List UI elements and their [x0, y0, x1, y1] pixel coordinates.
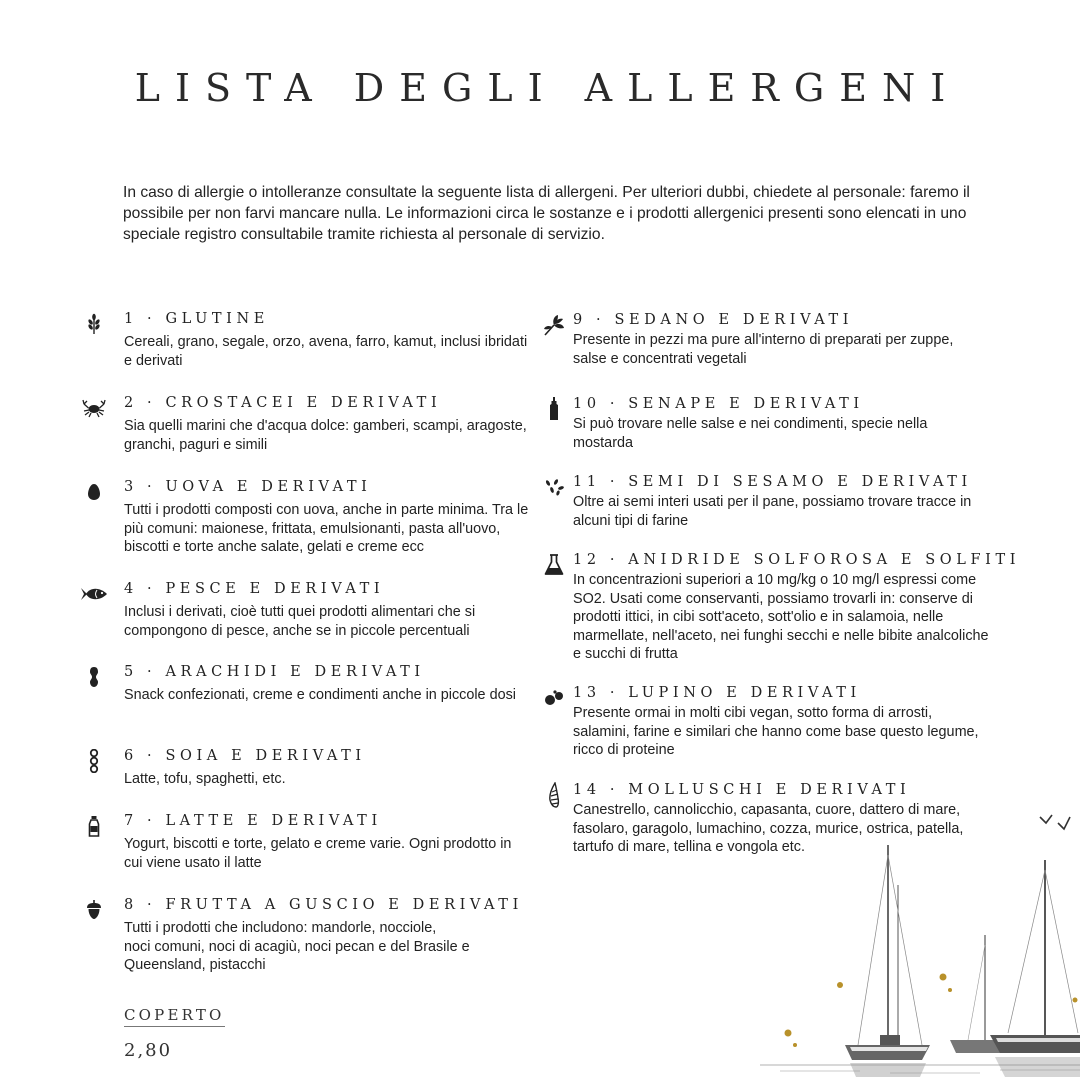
- allergen-item: [540, 684, 990, 760]
- allergen-heading: 11 · SEMI DI SESAMO E DERIVATI: [573, 474, 972, 490]
- allergen-description: Inclusi i derivati, cioè tutti quei prodotti alimentari che si compongono di pesce, anche se in piccole percentuali: [124, 604, 476, 639]
- allergen-description: Cereali, grano, segale, orzo, avena, farro, kamut, inclusi ibridati e derivati: [124, 334, 528, 369]
- milk-bottle-icon: [80, 815, 108, 837]
- allergen-description: Snack confezionati, creme e condimenti anche in piccole dosi: [124, 687, 516, 703]
- allergen-item: [540, 311, 990, 368]
- allergen-item: [80, 663, 530, 705]
- cover-charge-price: 2,80: [124, 1040, 173, 1061]
- intro-paragraph: In caso di allergie o intolleranze consultate la seguente lista di allergeni. Per ulteriori dubbi, chiedete al personale: faremo il possibile per non farvi mancare nulla. Le informazioni circa le sostanze e i prodotti allergenici presenti sono elencati in uno speciale registro consultabile tramite richiesta al personale di servizio.: [123, 184, 970, 243]
- allergen-description: Si può trovare nelle salse e nei condimenti, specie nella mostarda: [573, 416, 928, 451]
- allergen-description: Tutti i prodotti composti con uova, anche in parte minima. Tra le più comuni: maionese, frittata, emulsionanti, pasta all'uovo, biscotti e torte anche salate, gelati e creme ecc: [124, 502, 529, 556]
- allergen-item: [540, 551, 1021, 664]
- soy-icon: [80, 750, 108, 772]
- crab-icon: [80, 397, 108, 419]
- allergen-heading: 6 · SOIA E DERIVATI: [124, 748, 366, 764]
- allergen-heading: 2 · CROSTACEI E DERIVATI: [124, 395, 442, 411]
- allergen-description: Latte, tofu, spaghetti, etc.: [124, 771, 286, 787]
- mustard-bottle-icon: [540, 398, 568, 420]
- allergen-item: [80, 812, 530, 872]
- allergen-item: [80, 580, 530, 640]
- allergen-description: Canestrello, cannolicchio, capasanta, cuore, dattero di mare, fasolaro, garagolo, lumachino, cozza, murice, ostrica, patella, tartufo di mare, tellina e vongola etc.: [573, 802, 964, 856]
- allergen-heading: 13 · LUPINO E DERIVATI: [573, 685, 861, 701]
- sailboats-illustration: [740, 795, 1080, 1080]
- allergen-heading: 7 · LATTE E DERIVATI: [124, 813, 382, 829]
- allergen-description: Sia quelli marini che d'acqua dolce: gamberi, scampi, aragoste, granchi, paguri e simili: [124, 418, 527, 453]
- allergen-item: [80, 478, 530, 557]
- allergen-item: [540, 395, 990, 452]
- sesame-icon: [540, 476, 568, 498]
- allergen-description: Oltre ai semi interi usati per il pane, possiamo trovare tracce in alcuni tipi di farine: [573, 494, 972, 529]
- fish-icon: [80, 583, 108, 605]
- allergen-description: In concentrazioni superiori a 10 mg/kg o 10 mg/l espressi come SO2. Usati come conservanti, possiamo trovarli in: conserve di prodotti ittici, in cibi sott'aceto, sott'olio e in salamoia, nelle marmellate, nell'aceto, nei funghi secchi e nelle bibite analcoliche e succhi di frutta: [573, 572, 989, 663]
- allergen-item: [80, 896, 530, 975]
- allergen-heading: 5 · ARACHIDI E DERIVATI: [124, 664, 425, 680]
- acorn-icon: [80, 899, 108, 921]
- allergen-description: Yogurt, biscotti e torte, gelato e creme varie. Ogni prodotto in cui viene usato il latte: [124, 836, 512, 871]
- allergen-item: [540, 473, 990, 530]
- allergen-item: [80, 394, 530, 454]
- allergen-heading: 14 · MOLLUSCHI E DERIVATI: [573, 782, 911, 798]
- lupin-icon: [540, 687, 568, 709]
- allergen-description: Presente ormai in molti cibi vegan, sotto forma di arrosti, salamini, farine e similari che hanno come base questo legume, ricco di proteine: [573, 705, 979, 759]
- page-title: LISTA DEGLI ALLERGENI: [134, 66, 961, 110]
- egg-icon: [80, 481, 108, 503]
- allergen-description: Tutti i prodotti che includono: mandorle, nocciole, noci comuni, noci di acagiù, noci pecan e del Brasile e Queensland, pistacchi: [124, 920, 470, 974]
- allergen-heading: 10 · SENAPE E DERIVATI: [573, 396, 864, 412]
- allergen-item: [80, 310, 530, 370]
- celery-icon: [540, 314, 568, 336]
- wheat-icon: [80, 313, 108, 335]
- shell-icon: [540, 784, 568, 806]
- allergen-heading: 3 · UOVA E DERIVATI: [124, 479, 372, 495]
- peanut-icon: [80, 666, 108, 688]
- allergen-heading: 8 · FRUTTA A GUSCIO E DERIVATI: [124, 897, 523, 913]
- allergen-heading: 4 · PESCE E DERIVATI: [124, 581, 385, 597]
- cover-charge-label: COPERTO: [124, 1006, 225, 1027]
- allergen-heading: 12 · ANIDRIDE SOLFOROSA E SOLFITI: [573, 552, 1021, 568]
- allergen-item: [80, 747, 530, 789]
- allergen-heading: 9 · SEDANO E DERIVATI: [573, 312, 854, 328]
- allergen-description: Presente in pezzi ma pure all'interno di preparati per zuppe, salse e concentrati vegetali: [573, 332, 954, 367]
- allergen-heading: 1 · GLUTINE: [124, 311, 269, 327]
- flask-icon: [540, 554, 568, 576]
